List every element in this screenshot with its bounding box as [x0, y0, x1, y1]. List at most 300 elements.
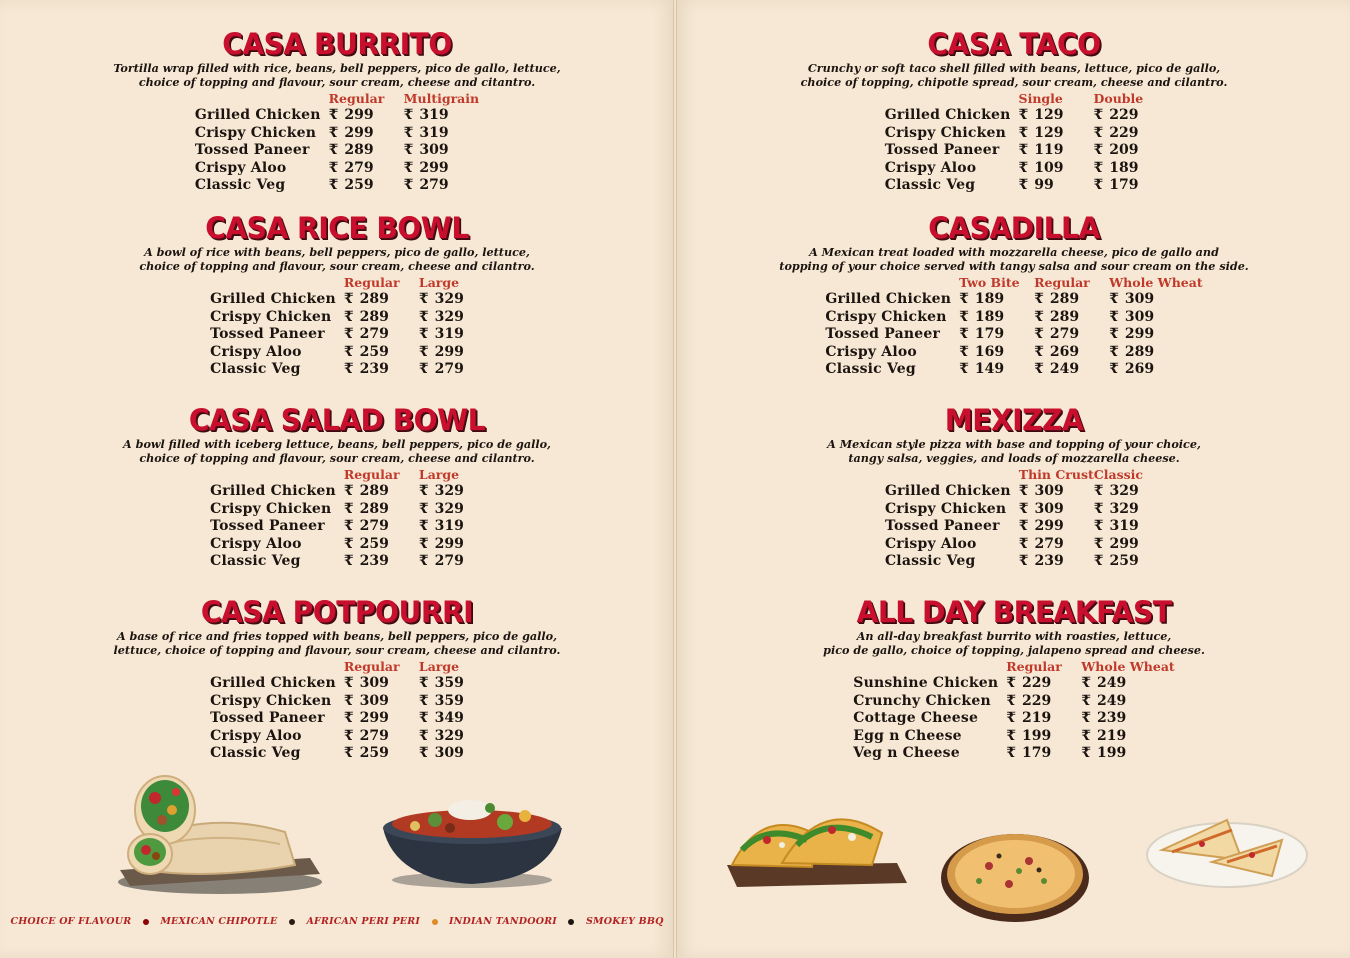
price-value: 229 [1022, 675, 1052, 691]
rupee-icon: ₹ [343, 745, 354, 761]
price-table [825, 276, 1202, 379]
rupee-icon: ₹ [1018, 159, 1029, 176]
menu-item-name: Tossed Paneer [194, 142, 310, 158]
menu-item-name: Crispy Chicken [825, 308, 947, 325]
price-value: 99 [1034, 177, 1054, 193]
menu-item-name: Sunshine Chicken [853, 675, 999, 691]
menu-item-price [1094, 142, 1144, 160]
rupee-icon: ₹ [1018, 483, 1029, 499]
price-value: 319 [419, 124, 449, 141]
price-value: 259 [359, 535, 389, 552]
menu-item-name: Crispy Aloo [884, 535, 977, 552]
item-column-header [825, 276, 959, 291]
section-title: CASA TACO [927, 27, 1101, 61]
menu-item-row [885, 501, 1143, 519]
rupee-icon: ₹ [1034, 326, 1044, 342]
rupee-icon: ₹ [1006, 710, 1016, 726]
rupee-icon: ₹ [1093, 159, 1104, 176]
size-column-header: Regular [328, 91, 385, 106]
price-value: 279 [344, 159, 374, 176]
taco-image [722, 795, 912, 895]
menu-item-price [419, 483, 464, 501]
price-value: 239 [359, 361, 389, 377]
menu-item-price [1081, 745, 1174, 763]
rupee-icon: ₹ [959, 361, 969, 377]
price-value: 129 [1034, 107, 1064, 123]
item-column-header [885, 92, 1019, 107]
menu-item-price [959, 361, 1034, 379]
menu-item-price [1094, 501, 1143, 519]
price-value: 259 [359, 745, 389, 761]
menu-item-price [344, 675, 419, 693]
menu-item-row [210, 518, 464, 536]
menu-item-name: Classic Veg [210, 361, 301, 377]
menu-item-price [404, 107, 479, 125]
price-value: 279 [359, 518, 389, 534]
price-value: 299 [1034, 518, 1064, 534]
item-column-header [885, 468, 1019, 483]
menu-item-price [329, 125, 404, 143]
rupee-icon: ₹ [328, 159, 339, 176]
price-table [210, 660, 464, 763]
price-value: 229 [1022, 692, 1052, 709]
price-table-header [825, 276, 1202, 291]
rupee-icon: ₹ [343, 710, 354, 726]
menu-item-price [1019, 483, 1094, 501]
menu-item-name: Veg n Cheese [853, 745, 960, 761]
rupee-icon: ₹ [418, 326, 429, 342]
menu-item-row [210, 553, 464, 571]
rupee-icon: ₹ [1034, 361, 1044, 377]
rupee-icon: ₹ [418, 291, 429, 307]
rupee-icon: ₹ [1081, 727, 1091, 744]
section-title: CASA SALAD BOWL [188, 403, 486, 437]
menu-item-price [1019, 142, 1094, 160]
menu-item-name: Crispy Chicken [210, 308, 332, 325]
quesadilla-image [1132, 800, 1312, 895]
menu-item-price [1006, 728, 1081, 746]
menu-item-price [344, 291, 419, 309]
menu-item-price [1094, 553, 1143, 571]
price-table [195, 92, 479, 195]
menu-item-row [885, 125, 1144, 143]
section-casa-rice-bowl [0, 212, 674, 379]
rupee-icon: ₹ [1081, 692, 1091, 709]
menu-item-price [959, 344, 1034, 362]
rupee-icon: ₹ [343, 535, 354, 552]
menu-item-price [1006, 710, 1081, 728]
rupee-icon: ₹ [1109, 361, 1119, 377]
price-value: 289 [359, 483, 389, 499]
rupee-icon: ₹ [343, 308, 354, 325]
menu-page-right [676, 0, 1350, 958]
menu-item-row [195, 160, 479, 178]
price-value: 199 [1096, 745, 1127, 761]
menu-item-name: Egg n Cheese [853, 727, 962, 744]
menu-item-price [419, 745, 464, 763]
rupee-icon: ₹ [403, 107, 414, 123]
menu-item-price [344, 518, 419, 536]
price-value: 309 [1124, 291, 1155, 307]
menu-item-price [419, 361, 464, 379]
footer-dot-icon [143, 919, 149, 925]
rupee-icon: ₹ [418, 518, 429, 534]
menu-item-name: Classic Veg [210, 553, 301, 569]
menu-item-price [1034, 291, 1109, 309]
price-value: 309 [1034, 483, 1064, 499]
price-value: 289 [344, 142, 374, 158]
price-value: 269 [1124, 361, 1155, 377]
menu-item-row [195, 177, 479, 195]
menu-item-price [1094, 177, 1144, 195]
price-value: 299 [359, 710, 389, 726]
menu-item-price [344, 693, 419, 711]
rupee-icon: ₹ [1006, 675, 1016, 691]
menu-item-price [1109, 344, 1202, 362]
menu-item-price [419, 710, 464, 728]
size-column-header: Whole Wheat [1081, 659, 1175, 674]
menu-item-price [1019, 501, 1094, 519]
price-value: 329 [1109, 483, 1139, 499]
menu-item-price [344, 309, 419, 327]
rupee-icon: ₹ [418, 675, 429, 691]
rupee-icon: ₹ [418, 343, 429, 360]
footer-flavour-bbq: SMOKEY BBQ [585, 916, 664, 927]
menu-item-price [329, 177, 404, 195]
menu-item-name: Grilled Chicken [884, 483, 1011, 499]
menu-item-price [344, 553, 419, 571]
menu-item-name: Tossed Paneer [210, 326, 325, 342]
price-value: 309 [359, 692, 389, 709]
menu-item-price [1034, 361, 1109, 379]
footer-flavour-tandoori: INDIAN TANDOORI [449, 916, 557, 927]
rupee-icon: ₹ [1081, 675, 1091, 691]
price-value: 279 [434, 553, 464, 569]
menu-item-price [1109, 291, 1202, 309]
rupee-icon: ₹ [1018, 124, 1029, 141]
menu-item-price [959, 291, 1034, 309]
section-description: Crunchy or soft taco shell filled with beans, lettuce, pico de gallo, choice of topping, chipotle spread, sour cream, cheese and cilantro. [800, 61, 1228, 89]
price-value: 189 [1109, 159, 1139, 176]
menu-item-name: Crispy Chicken [194, 124, 317, 141]
menu-item-name: Crispy Chicken [884, 500, 1007, 517]
menu-item-row [853, 675, 1174, 693]
menu-item-price [1006, 675, 1081, 693]
section-title: ALL DAY BREAKFAST [856, 595, 1172, 629]
size-column-header: Large [418, 467, 460, 482]
rupee-icon: ₹ [343, 518, 354, 534]
rupee-icon: ₹ [959, 291, 969, 307]
menu-item-price [1081, 728, 1174, 746]
price-table-header [885, 468, 1143, 483]
rupee-icon: ₹ [1018, 518, 1029, 534]
menu-item-row [885, 177, 1144, 195]
menu-item-price [1019, 518, 1094, 536]
menu-item-price [1006, 745, 1081, 763]
menu-item-row [825, 309, 1202, 327]
section-mexizza [677, 404, 1350, 571]
price-value: 309 [359, 675, 389, 691]
menu-item-row [210, 344, 464, 362]
rupee-icon: ₹ [328, 107, 339, 123]
menu-item-row [885, 142, 1144, 160]
price-value: 229 [1109, 107, 1139, 123]
section-all-day-breakfast [677, 596, 1350, 763]
rupee-icon: ₹ [1109, 308, 1119, 325]
price-value: 299 [434, 343, 464, 360]
rupee-icon: ₹ [418, 692, 429, 709]
menu-item-name: Grilled Chicken [825, 291, 952, 307]
rupee-icon: ₹ [1093, 107, 1104, 123]
rupee-icon: ₹ [403, 177, 414, 193]
rupee-icon: ₹ [343, 500, 354, 517]
menu-item-price [1094, 483, 1143, 501]
price-value: 289 [359, 500, 389, 517]
rupee-icon: ₹ [1093, 535, 1104, 552]
menu-item-row [195, 142, 479, 160]
price-table-header [210, 468, 464, 483]
menu-item-price [959, 309, 1034, 327]
menu-item-row [885, 553, 1143, 571]
rupee-icon: ₹ [1006, 692, 1016, 709]
price-table-header [885, 92, 1144, 107]
menu-item-price [1109, 309, 1202, 327]
menu-item-row [210, 745, 464, 763]
menu-item-row [210, 309, 464, 327]
section-description: Tortilla wrap filled with rice, beans, bell peppers, pico de gallo, lettuce, choice of topping and flavour, sour cream, cheese and citantro. [113, 61, 561, 89]
menu-item-price [419, 326, 464, 344]
menu-item-price [959, 326, 1034, 344]
price-value: 169 [974, 343, 1005, 360]
menu-item-row [885, 107, 1144, 125]
menu-item-price [1094, 518, 1143, 536]
menu-item-name: Crispy Chicken [210, 500, 332, 517]
price-value: 119 [1034, 142, 1064, 158]
price-value: 299 [344, 107, 374, 123]
price-value: 329 [434, 500, 464, 517]
price-value: 259 [1109, 553, 1139, 569]
item-column-header [195, 92, 329, 107]
menu-item-row [853, 728, 1174, 746]
menu-item-price [419, 536, 464, 554]
menu-item-name: Crispy Chicken [210, 692, 332, 709]
rupee-icon: ₹ [328, 142, 339, 158]
price-value: 319 [434, 326, 464, 342]
rupee-icon: ₹ [418, 727, 429, 744]
rupee-icon: ₹ [1034, 308, 1044, 325]
size-column-header: Regular [1034, 275, 1090, 290]
price-value: 239 [359, 553, 389, 569]
menu-item-name: Tossed Paneer [210, 518, 325, 534]
section-description: A base of rice and fries topped with beans, bell peppers, pico de gallo, lettuce, choice of topping and flavour, sour cream, cheese and cilantro. [113, 629, 561, 657]
burrito-image [110, 770, 330, 900]
menu-item-name: Tossed Paneer [825, 326, 941, 342]
menu-item-row [885, 160, 1144, 178]
rupee-icon: ₹ [1093, 142, 1104, 158]
price-table-header [210, 660, 464, 675]
menu-item-name: Crispy Chicken [884, 124, 1007, 141]
price-value: 309 [1034, 500, 1064, 517]
rupee-icon: ₹ [418, 483, 429, 499]
menu-item-price [419, 309, 464, 327]
rupee-icon: ₹ [1093, 177, 1104, 193]
section-casa-salad-bowl [0, 404, 674, 571]
rupee-icon: ₹ [418, 361, 429, 377]
section-description: A bowl filled with iceberg lettuce, beans, bell peppers, pico de gallo, choice of topping and flavour, sour cream, cheese and cilantro. [123, 437, 551, 465]
section-casadilla [677, 212, 1350, 379]
price-table [885, 468, 1143, 571]
price-value: 249 [1049, 361, 1080, 377]
menu-item-name: Crispy Aloo [210, 343, 302, 360]
menu-item-price [1006, 693, 1081, 711]
menu-item-row [210, 501, 464, 519]
section-description: An all-day breakfast burrito with roasties, lettuce, pico de gallo, choice of topping, jalapeno spread and cheese. [823, 629, 1205, 657]
menu-item-name: Crispy Aloo [210, 727, 302, 744]
menu-item-name: Crispy Aloo [825, 343, 917, 360]
menu-item-row [210, 728, 464, 746]
price-value: 319 [419, 107, 449, 123]
menu-item-price [1094, 107, 1144, 125]
footer-label-choice: CHOICE OF FLAVOUR [10, 916, 132, 927]
item-column-header [853, 660, 1006, 675]
menu-item-price [1019, 553, 1094, 571]
rupee-icon: ₹ [1081, 745, 1091, 761]
menu-item-price [1109, 326, 1202, 344]
menu-item-price [1081, 675, 1174, 693]
rupee-icon: ₹ [418, 553, 429, 569]
menu-item-row [853, 745, 1174, 763]
price-value: 309 [434, 745, 464, 761]
menu-item-row [885, 536, 1143, 554]
menu-item-name: Crunchy Chicken [853, 692, 991, 709]
menu-item-price [404, 125, 479, 143]
menu-item-name: Grilled Chicken [210, 483, 336, 499]
menu-item-price [1019, 107, 1094, 125]
menu-item-price [419, 344, 464, 362]
price-table-header [210, 276, 464, 291]
section-description: A Mexican style pizza with base and topping of your choice, tangy salsa, veggies, and loads of mozzarella cheese. [827, 437, 1201, 465]
rupee-icon: ₹ [1093, 124, 1104, 141]
price-table [885, 92, 1144, 195]
price-value: 179 [974, 326, 1005, 342]
price-value: 239 [1096, 710, 1127, 726]
price-value: 289 [1124, 343, 1155, 360]
rupee-icon: ₹ [1006, 727, 1016, 744]
menu-item-name: Classic Veg [194, 177, 286, 193]
menu-item-price [404, 142, 479, 160]
menu-item-price [419, 675, 464, 693]
size-column-header: Regular [343, 659, 400, 674]
rupee-icon: ₹ [418, 308, 429, 325]
price-value: 189 [974, 308, 1005, 325]
menu-item-price [419, 501, 464, 519]
menu-item-price [1109, 361, 1202, 379]
rupee-icon: ₹ [418, 535, 429, 552]
rupee-icon: ₹ [1093, 518, 1104, 534]
price-value: 299 [419, 159, 449, 176]
rupee-icon: ₹ [343, 326, 354, 342]
menu-item-row [210, 483, 464, 501]
section-casa-burrito [0, 28, 674, 195]
section-casa-taco [677, 28, 1350, 195]
footer-flavour-chipotle: MEXICAN CHIPOTLE [160, 916, 278, 927]
size-column-header: Two Bite [959, 275, 1020, 290]
price-value: 249 [1096, 692, 1127, 709]
rupee-icon: ₹ [1018, 535, 1029, 552]
rupee-icon: ₹ [403, 142, 414, 158]
menu-item-row [885, 518, 1143, 536]
menu-item-price [419, 291, 464, 309]
price-value: 289 [1049, 291, 1080, 307]
price-value: 259 [359, 343, 389, 360]
price-value: 229 [1109, 124, 1139, 141]
menu-item-name: Tossed Paneer [884, 142, 1000, 158]
menu-item-row [195, 125, 479, 143]
rupee-icon: ₹ [959, 308, 969, 325]
rupee-icon: ₹ [1093, 483, 1104, 499]
menu-item-price [329, 107, 404, 125]
price-value: 289 [359, 291, 389, 307]
menu-item-row [210, 536, 464, 554]
rupee-icon: ₹ [1093, 553, 1104, 569]
rupee-icon: ₹ [959, 326, 969, 342]
rupee-icon: ₹ [343, 343, 354, 360]
rice-bowl-image [375, 780, 570, 890]
price-value: 189 [974, 291, 1005, 307]
section-title: CASADILLA [928, 211, 1100, 245]
menu-item-row [210, 693, 464, 711]
menu-item-price [1094, 160, 1144, 178]
menu-item-price [1094, 536, 1143, 554]
menu-item-price [344, 361, 419, 379]
price-value: 239 [1034, 553, 1064, 569]
price-value: 289 [1049, 308, 1080, 325]
price-table [210, 468, 464, 571]
rupee-icon: ₹ [343, 483, 354, 499]
price-table [210, 276, 464, 379]
menu-item-row [210, 675, 464, 693]
rupee-icon: ₹ [1018, 142, 1029, 158]
rupee-icon: ₹ [328, 124, 339, 141]
menu-item-price [1081, 693, 1174, 711]
menu-item-row [885, 483, 1143, 501]
section-title: CASA RICE BOWL [205, 211, 469, 245]
rupee-icon: ₹ [328, 177, 339, 193]
menu-item-row [210, 710, 464, 728]
menu-item-row [210, 326, 464, 344]
section-description: A Mexican treat loaded with mozzarella cheese, pico de gallo and topping of your choice served with tangy salsa and sour cream on the side. [779, 245, 1249, 273]
price-table-header [853, 660, 1174, 675]
menu-item-row [210, 361, 464, 379]
price-value: 279 [1049, 326, 1080, 342]
menu-item-price [344, 326, 419, 344]
section-title: MEXIZZA [944, 403, 1084, 437]
price-value: 179 [1109, 177, 1139, 193]
menu-item-price [1019, 160, 1094, 178]
menu-item-price [344, 536, 419, 554]
menu-item-name: Grilled Chicken [210, 291, 336, 307]
rupee-icon: ₹ [1018, 177, 1029, 193]
menu-item-name: Grilled Chicken [210, 675, 336, 691]
flavour-footer [0, 916, 674, 927]
price-value: 279 [434, 361, 464, 377]
price-value: 219 [1022, 710, 1052, 726]
price-value: 299 [1109, 535, 1139, 552]
footer-dot-icon [568, 919, 574, 925]
menu-item-row [825, 344, 1202, 362]
price-value: 299 [434, 535, 464, 552]
menu-item-price [419, 518, 464, 536]
